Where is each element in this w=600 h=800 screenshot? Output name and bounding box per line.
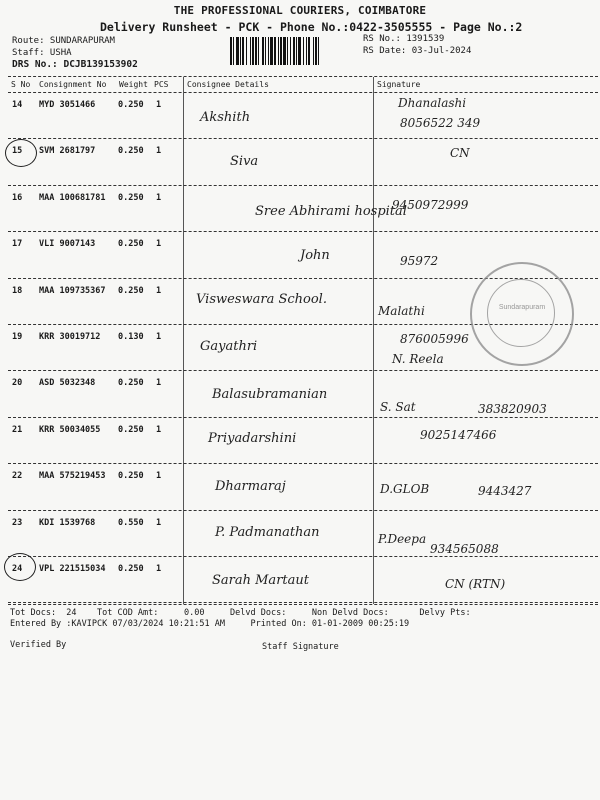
consignment-cell: MAA 100681781 bbox=[39, 192, 106, 203]
signature-handwriting: S. Sat bbox=[380, 400, 416, 414]
consignment-cell: ASD 5032348 bbox=[39, 378, 96, 389]
row-24-circle-mark bbox=[4, 553, 36, 581]
consignee-handwriting: Akshith bbox=[200, 110, 251, 125]
barcode-bar bbox=[280, 37, 282, 65]
sno-cell: 20 bbox=[12, 378, 23, 389]
signature-phone-handwriting: 934565088 bbox=[430, 542, 499, 556]
drs-number: DRS No.: DCJB139153902 bbox=[12, 59, 138, 70]
header-top-rule bbox=[8, 76, 598, 77]
sno-cell: 18 bbox=[12, 285, 23, 296]
barcode-bar bbox=[278, 37, 279, 65]
sno-cell: 21 bbox=[12, 424, 23, 435]
sno-cell: 22 bbox=[12, 471, 23, 482]
weight-cell: 0.250 bbox=[118, 424, 144, 435]
col-pcs: PCS bbox=[154, 80, 169, 89]
pcs-cell: 1 bbox=[156, 100, 162, 110]
col-sno: S No bbox=[11, 80, 31, 89]
weight-cell: 0.250 bbox=[118, 239, 144, 250]
sno-cell: 19 bbox=[12, 332, 23, 342]
consignee-handwriting: Balasubramanian bbox=[212, 387, 328, 402]
row-rule bbox=[8, 231, 598, 232]
pcs-cell: 1 bbox=[156, 239, 162, 250]
totals-line-2: Entered By :KAVIPCK 07/03/2024 10:21:51 AM Printed On: 01-01-2009 00:25:19 bbox=[10, 619, 410, 629]
pcs-cell: 1 bbox=[156, 192, 162, 203]
barcode-bar bbox=[230, 37, 232, 65]
stamp-inner-ring bbox=[487, 279, 555, 347]
barcode-bar bbox=[290, 37, 291, 65]
consignment-cell: MAA 575219453 bbox=[39, 471, 106, 482]
signature-handwriting: 876005996 bbox=[400, 332, 469, 346]
pcs-cell: 1 bbox=[156, 146, 162, 157]
pcs-cell: 1 bbox=[156, 564, 162, 574]
barcode-bar bbox=[296, 37, 297, 65]
barcode-bar bbox=[240, 37, 241, 65]
col-weight: Weight bbox=[119, 80, 148, 89]
pcs-cell: 1 bbox=[156, 471, 162, 482]
weight-cell: 0.250 bbox=[118, 564, 144, 574]
consignment-cell: MYD 3051466 bbox=[39, 100, 96, 110]
barcode-bar bbox=[274, 37, 276, 65]
sno-cell: 16 bbox=[12, 192, 23, 203]
staff-label: Staff: USHA bbox=[12, 48, 72, 58]
pcs-cell: 1 bbox=[156, 285, 162, 296]
consignment-cell: VPL 221515034 bbox=[39, 564, 106, 574]
signature-handwriting: D.GLOB bbox=[380, 482, 430, 496]
signature-handwriting: Malathi bbox=[378, 304, 425, 318]
barcode-bar bbox=[268, 37, 269, 65]
rs-date: RS Date: 03-Jul-2024 bbox=[363, 46, 472, 56]
barcode-bar bbox=[315, 37, 317, 65]
pcs-cell: 1 bbox=[156, 378, 162, 389]
totals-line-1: Tot Docs: 24 Tot COD Amt: 0.00 Delvd Docs: Non Delvd Docs: Delvy Pts: bbox=[10, 608, 471, 618]
barcode-bar bbox=[258, 37, 259, 65]
row-rule bbox=[8, 510, 598, 511]
consignee-handwriting: Priyadarshini bbox=[208, 431, 297, 446]
sno-cell: 23 bbox=[12, 517, 23, 528]
sno-cell: 24 bbox=[12, 564, 23, 574]
signature-handwriting: 95972 bbox=[400, 254, 439, 268]
totals-rule bbox=[8, 604, 598, 605]
row-rule bbox=[8, 185, 598, 186]
route-info bbox=[12, 35, 138, 71]
delivery-stamp bbox=[470, 262, 574, 366]
consignee-handwriting: Sree Abhirami hospital bbox=[255, 204, 407, 219]
consignee-handwriting: Gayathri bbox=[200, 339, 258, 354]
sno-cell: 17 bbox=[12, 239, 23, 250]
barcode-bar bbox=[293, 37, 295, 65]
barcode-bar bbox=[246, 37, 247, 65]
signature-handwriting: 9450972999 bbox=[392, 198, 469, 212]
weight-cell: 0.550 bbox=[118, 517, 144, 528]
barcode-bar bbox=[233, 37, 234, 65]
signature-phone-handwriting: 383820903 bbox=[478, 402, 547, 416]
barcode-bar bbox=[255, 37, 257, 65]
weight-cell: 0.250 bbox=[118, 285, 144, 296]
barcode-bar bbox=[313, 37, 314, 65]
barcode-bar bbox=[250, 37, 251, 65]
signature-handwriting: P.Deepa bbox=[378, 532, 427, 546]
runsheet-title: Delivery Runsheet - PCK - Phone No.:0422-3505555 - Page No.:2 bbox=[100, 20, 523, 34]
header-bottom-rule bbox=[8, 92, 598, 93]
totals-block bbox=[10, 608, 471, 630]
weight-cell: 0.250 bbox=[118, 192, 144, 203]
company-name: THE PROFESSIONAL COURIERS, COIMBATORE bbox=[173, 4, 427, 17]
barcode-bar bbox=[287, 37, 288, 65]
consignment-cell: KRR 50034055 bbox=[39, 424, 101, 435]
signature-handwriting: 9025147466 bbox=[420, 428, 497, 442]
barcode-bar bbox=[242, 37, 244, 65]
rs-number: RS No.: 1391539 bbox=[363, 34, 445, 44]
barcode-bar bbox=[298, 37, 301, 65]
row-rule bbox=[8, 463, 598, 464]
consignee-handwriting: Sarah Martaut bbox=[212, 573, 309, 588]
signature-handwriting: CN (RTN) bbox=[445, 577, 506, 591]
barcode-bar bbox=[308, 37, 310, 65]
rs-info bbox=[363, 33, 471, 57]
barcode-bar bbox=[265, 37, 266, 65]
consignee-handwriting: Visweswara School. bbox=[196, 292, 327, 307]
table-header bbox=[0, 78, 600, 92]
consignment-cell: MAA 109735367 bbox=[39, 285, 106, 296]
weight-cell: 0.130 bbox=[118, 332, 144, 342]
barcode-bar bbox=[318, 37, 319, 65]
sno-cell: 15 bbox=[12, 146, 23, 157]
barcode-bar bbox=[270, 37, 273, 65]
sno-cell: 14 bbox=[12, 100, 23, 110]
pcs-cell: 1 bbox=[156, 332, 162, 342]
pcs-cell: 1 bbox=[156, 424, 162, 435]
pcs-cell: 1 bbox=[156, 517, 162, 528]
col-consignee: Consignee Details bbox=[187, 80, 269, 89]
signature-phone-handwriting: N. Reela bbox=[392, 352, 444, 366]
staff-signature-label: Staff Signature bbox=[262, 642, 339, 652]
col-consignment: Consignment No bbox=[39, 80, 107, 89]
consignment-cell: VLI 9007143 bbox=[39, 239, 96, 250]
row-rule bbox=[8, 370, 598, 371]
barcode-bar bbox=[262, 37, 264, 65]
signature-handwriting: Dhanalashi bbox=[398, 96, 467, 110]
weight-cell: 0.250 bbox=[118, 100, 144, 110]
weight-cell: 0.250 bbox=[118, 471, 144, 482]
row-rule bbox=[8, 556, 598, 557]
barcode-bar bbox=[236, 37, 239, 65]
consignee-handwriting: Siva bbox=[230, 154, 259, 169]
weight-cell: 0.250 bbox=[118, 146, 144, 157]
row-rule bbox=[8, 138, 598, 139]
barcode-bar bbox=[306, 37, 307, 65]
signature-phone-handwriting: 9443427 bbox=[478, 484, 532, 498]
row-15-circle-mark bbox=[5, 139, 37, 167]
row-rule bbox=[8, 417, 598, 418]
consignee-handwriting: Dharmaraj bbox=[215, 479, 286, 494]
weight-cell: 0.250 bbox=[118, 378, 144, 389]
barcode-bar bbox=[252, 37, 254, 65]
signature-handwriting: CN bbox=[450, 146, 470, 160]
col-signature: Signature bbox=[377, 80, 421, 89]
consignment-cell: SVM 2681797 bbox=[39, 146, 96, 157]
barcode bbox=[230, 37, 356, 65]
consignment-cell: KRR 30019712 bbox=[39, 332, 101, 342]
route-label: Route: SUNDARAPURAM bbox=[12, 36, 115, 46]
consignee-handwriting: P. Padmanathan bbox=[215, 525, 320, 540]
consignee-handwriting: John bbox=[300, 248, 330, 263]
verified-by-label: Verified By bbox=[10, 640, 67, 650]
barcode-bar bbox=[283, 37, 286, 65]
barcode-bar bbox=[303, 37, 304, 65]
stamp-text: Sundarapuram bbox=[498, 304, 546, 311]
consignment-cell: KDI 1539768 bbox=[39, 517, 96, 528]
signature-phone-handwriting: 8056522 349 bbox=[400, 116, 481, 130]
